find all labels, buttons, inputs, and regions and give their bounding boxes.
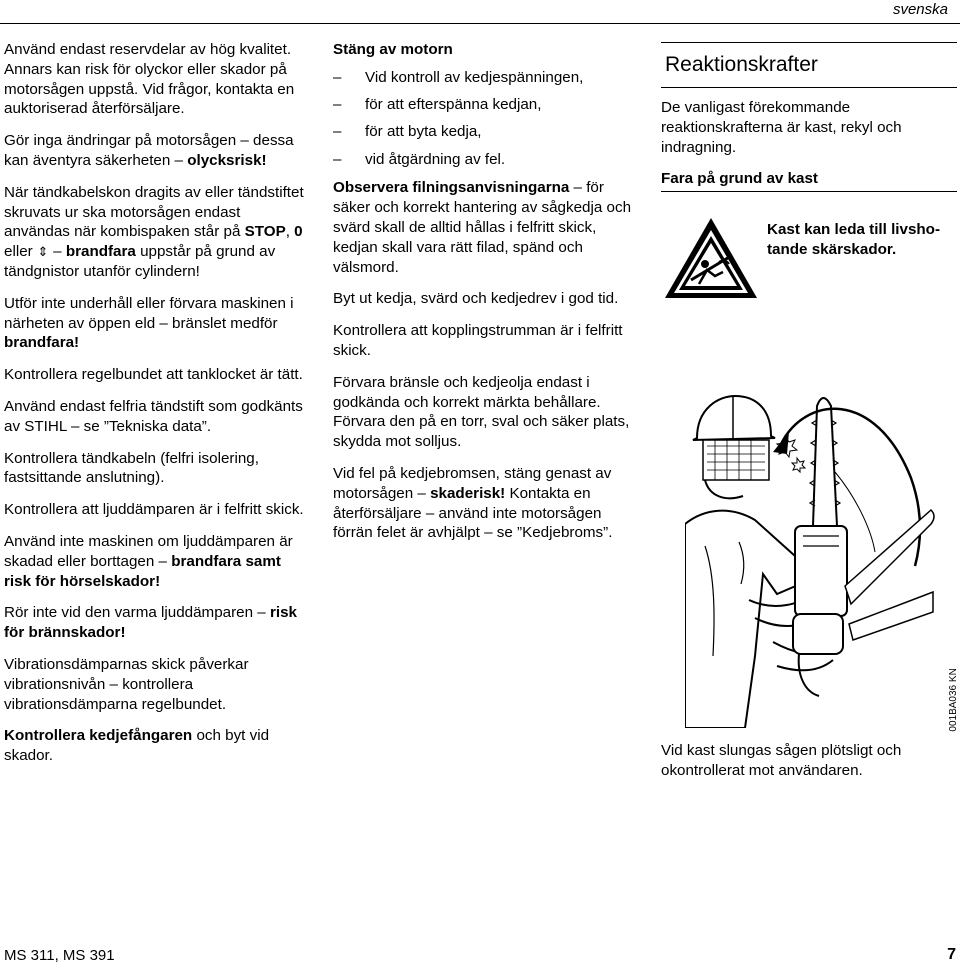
paragraph-spare-parts: Använd endast reservdelar av hög kvalitet. Annars kan risk för olyckor eller skador på motorsågen uppstå. Vid frågor, kontakta en auktoriserad återförsäljare. [4, 41, 295, 118]
stop-symbol-icon: ⇕ [37, 244, 49, 260]
paragraph-spark-plugs: Använd endast felfria tändstift som godkänts av STIHL – se ”Tekniska data”. [4, 397, 303, 435]
paragraph-chain-catcher: Kontrollera kedjefångaren och byt vid skador. [4, 727, 270, 765]
warning-accident-risk: olycksrisk! [187, 151, 267, 169]
paragraph-tank-cap: Kontrollera regelbundet att tanklocket är tätt. [4, 366, 303, 384]
list-item: – vid åtgärdning av fel. [333, 150, 506, 168]
paragraph-replace-chain: Byt ut kedja, svärd och kedjedrev i god tid. [333, 290, 619, 308]
paragraph-chain-brake: Vid fel på kedjebromsen, stäng genast av motorsågen – skaderisk! Kontakta en återförsäljare – använd inte motorsågen förrän felet är avhjälpt – se ”Kedjebroms”. [333, 465, 613, 542]
paragraph-sharpening: Observera filningsanvisningarna – för säker och korrekt hantering av sågkedja och svärd skall de alltid hållas i felfritt skick, kedjan skall vara rätt filad, spänd och välsmord. [333, 179, 632, 276]
paragraph-fuel-storage: Förvara bränsle och kedjeolja endast i godkända och korrekt märkta behållare. Förvara den på en torr, sval och säker plats, skydda mot solljus. [333, 373, 630, 451]
column-3 [661, 42, 957, 306]
column-1 [4, 40, 304, 778]
paragraph-av-elements: Vibrationsdämparnas skick påverkar vibrationsnivån – kontrollera vibrationsdämparna regelbundet. [4, 655, 249, 713]
paragraph-hot-muffler: Rör inte vid den varma ljuddämparen – risk för brännskador! [4, 604, 297, 642]
warning-triangle-icon [663, 216, 759, 300]
paragraph-ignition-lead: Kontrollera tändkabeln (felfri isolering, fastsittande anslutning). [4, 449, 259, 487]
paragraph-spark-plug: När tändkabelskon dragits av eller tändstiftet skruvats ur ska motorsågen endast användas när kombispaken står på STOP, 0 eller ⇕ – brandfara uppstår på grund av tändgnistor utanför cylindern! [4, 183, 304, 280]
warning-text: Kast kan leda till livsho-tande skärskador. [767, 221, 941, 258]
illustration-code: 001BA036 KN [947, 668, 959, 732]
page-number: 7 [947, 946, 956, 963]
column-2 [333, 40, 633, 555]
header-rule [0, 23, 960, 24]
list-item: – för att byta kedja, [333, 123, 482, 141]
list-item: – Vid kontroll av kedjespänningen, [333, 68, 584, 86]
kickback-warning [661, 206, 957, 306]
paragraph-muffler-damaged: Använd inte maskinen om ljuddämparen är skadad eller borttagen – brandfara samt risk för hörselskador! [4, 532, 293, 590]
illustration-caption: Vid kast slungas sågen plötsligt och okontrollerat mot användaren. [661, 742, 902, 779]
footer-model: MS 311, MS 391 [4, 947, 115, 964]
subheading-kickback: Fara på grund av kast [661, 169, 957, 192]
kickback-illustration [685, 356, 935, 728]
section-title: Reaktionskrafter [661, 42, 957, 88]
paragraph-muffler-check: Kontrollera att ljuddämparen är i felfritt skick. [4, 501, 304, 519]
paragraph-modifications: Gör inga ändringar på motorsågen – dessa kan äventyra säkerheten – olycksrisk! [4, 132, 294, 169]
paragraph-open-fire: Utför inte underhåll eller förvara maskinen i närheten av öppen eld – bränslet medför brandfara! [4, 294, 294, 352]
paragraph-reactive-forces: De vanligast förekommande reaktionskrafterna är kast, rekyl och indragning. [661, 99, 902, 156]
paragraph-clutch-drum: Kontrollera att kopplingstrumman är i felfritt skick. [333, 322, 623, 360]
language-label: svenska [892, 1, 948, 18]
heading-stop-engine: Stäng av motorn [333, 41, 453, 58]
list-item: – för att efterspänna kedjan, [333, 96, 542, 114]
